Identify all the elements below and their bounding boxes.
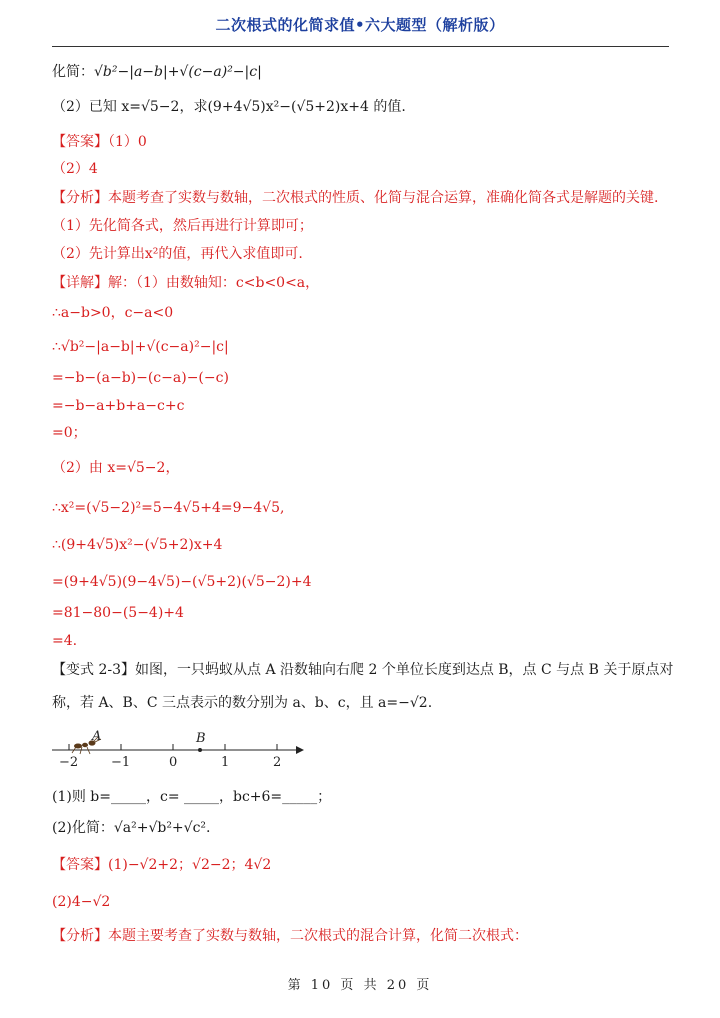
solution-step-4: =−b−a+b+a−c+c [52, 398, 185, 414]
answer-tag: 【答案】 [52, 134, 108, 150]
analysis-line [52, 188, 658, 208]
variant-question-1: (1)则 b=_____，c= _____，bc+6=_____； [52, 789, 332, 805]
detail-tag: 【详解】 [52, 275, 108, 291]
analysis-text: 本题考查了实数与数轴，二次根式的性质、化简与混合运算，准确化简各式是解题的关键. [108, 190, 659, 206]
axis-arrow-icon [296, 746, 304, 754]
page-footer: 第 10 页 共 20 页 [287, 978, 433, 993]
solution-step-6: （2）由 x=√5−2， [52, 460, 180, 476]
tick-label-neg1: −1 [111, 755, 131, 770]
answer2-2: (2)4−√2 [52, 894, 111, 910]
analysis2-text: 本题主要考查了实数与数轴，二次根式的混合计算，化简二次根式： [108, 928, 528, 944]
solution-step-9: =(9+4√5)(9−4√5)−(√5+2)(√5−2)+4 [52, 574, 312, 590]
answer-line-1 [52, 132, 147, 152]
analysis-tag: 【分析】 [52, 190, 108, 206]
variant-text-2: 称，若 A、B、C 三点表示的数分别为 a、b、c，且 a=−√2. [52, 695, 433, 711]
tick-label-0: 0 [169, 755, 178, 770]
analysis-step-2: （2）先计算出x²的值，再代入求值即可. [52, 246, 303, 262]
point-B-dot [198, 748, 202, 752]
analysis2-tag: 【分析】 [52, 928, 108, 944]
variant-text-1: 如图，一只蚂蚁从点 A 沿数轴向右爬 2 个单位长度到达点 B，点 C 与点 B 关于原点对 [135, 662, 674, 678]
number-line-figure [52, 728, 312, 772]
question-1-expression: √b²−|a−b|+√(c−a)²−|c| [94, 64, 262, 80]
answer-1: （1）0 [108, 134, 147, 150]
solution-step-3: =−b−(a−b)−(c−a)−(−c) [52, 370, 229, 386]
solution-step-1: ∴a−b>0，c−a<0 [52, 305, 174, 321]
variant-line-1 [52, 660, 673, 680]
question-2-line: （2）已知 x=√5−2，求(9+4√5)x²−(√5+2)x+4 的值. [52, 99, 406, 115]
solution-step-2: ∴√b²−|a−b|+√(c−a)²−|c| [52, 339, 229, 355]
solution-step-8: ∴(9+4√5)x²−(√5+2)x+4 [52, 537, 223, 553]
header-divider [52, 46, 669, 47]
tick-label-2: 2 [273, 755, 282, 770]
variant-question-2: (2)化简：√a²+√b²+√c². [52, 820, 211, 836]
analysis-step-1: （1）先化简各式，然后再进行计算即可； [52, 218, 313, 234]
point-A-label: A [92, 729, 102, 744]
answer-2: （2）4 [52, 161, 98, 177]
answer2-tag: 【答案】 [52, 857, 108, 873]
page-header-title: 二次根式的化简求值•六大题型（解析版） [215, 16, 505, 34]
question-1-line [52, 62, 262, 82]
point-B-label: B [196, 731, 206, 746]
question-1-prefix: 化简： [52, 64, 94, 80]
tick-marks [69, 744, 277, 750]
solution-step-5: =0； [52, 425, 87, 441]
solution-step-11: =4. [52, 633, 78, 649]
tick-label-neg2: −2 [59, 755, 79, 770]
tick-label-1: 1 [221, 755, 230, 770]
answer2-line-1 [52, 855, 271, 875]
solution-step-10: =81−80−(5−4)+4 [52, 605, 184, 621]
variant-tag: 【变式 2-3】 [52, 662, 135, 678]
detail-text: 解：（1）由数轴知：c<b<0<a， [108, 275, 320, 291]
solution-step-7: ∴x²=(√5−2)²=5−4√5+4=9−4√5, [52, 500, 285, 516]
analysis2-line [52, 926, 528, 946]
detail-line [52, 273, 319, 293]
answer2-1: (1)−√2+2；√2−2；4√2 [108, 857, 272, 873]
